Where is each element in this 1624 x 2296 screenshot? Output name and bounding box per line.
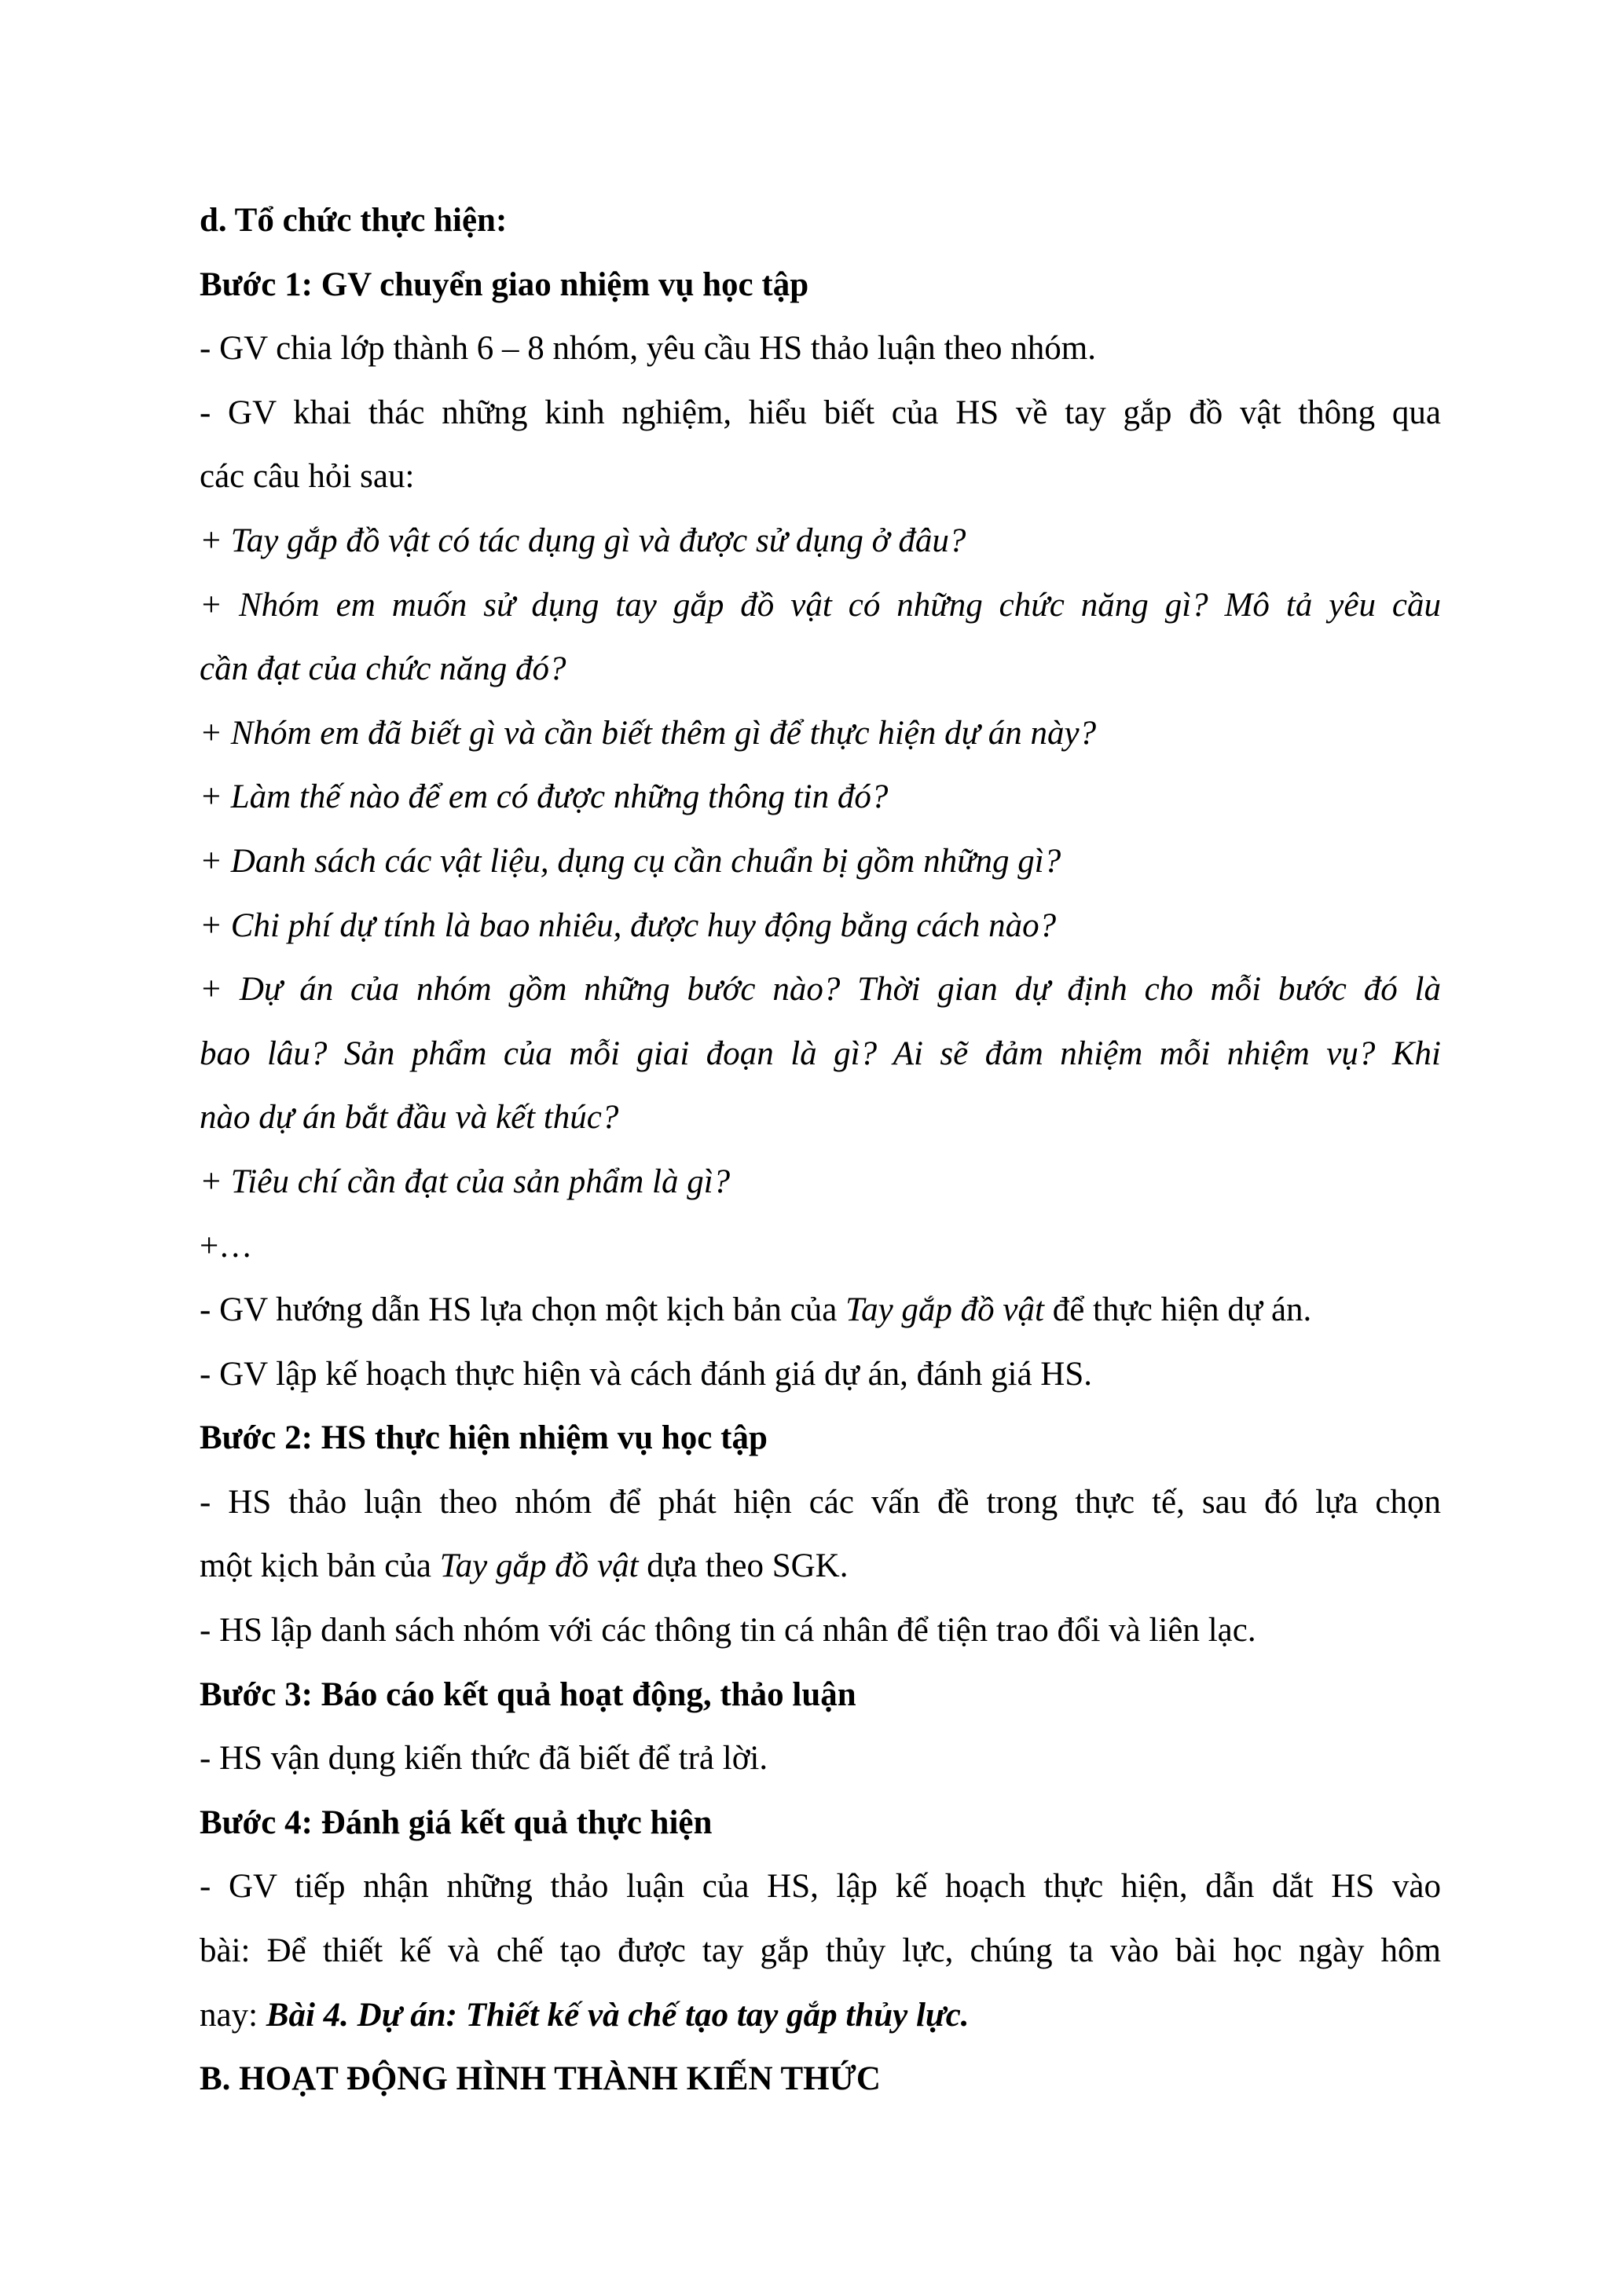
text-run: B. HOẠT ĐỘNG HÌNH THÀNH KIẾN THỨC	[200, 2060, 881, 2098]
question	[200, 1150, 1441, 1214]
text-line	[200, 2047, 1441, 2111]
question	[200, 829, 1441, 894]
step-heading	[200, 1663, 1441, 1727]
text-run: Bước 3: Báo cáo kết quả hoạt động, thảo luận	[200, 1675, 856, 1713]
question	[200, 958, 1441, 1150]
text-line	[200, 829, 1441, 894]
text-run: dựa theo SGK.	[638, 1547, 849, 1585]
step-heading	[200, 1406, 1441, 1470]
text-run: + Làm thế nào để em có được những thông tin đó?	[200, 778, 889, 816]
text-line	[200, 1150, 1441, 1214]
text-run: - HS vận dụng kiến thức đã biết để trả lời.	[200, 1740, 768, 1778]
text-run: Bước 4: Đánh giá kết quả thực hiện	[200, 1803, 713, 1841]
text-line	[200, 1278, 1441, 1342]
text-run: cần đạt của chức năng đó?	[200, 650, 566, 688]
text-run: - GV khai thác những kinh nghiệm, hiểu biết của HS về tay gắp đồ vật thông qua	[200, 394, 1441, 431]
text-line	[200, 509, 1441, 573]
text-run: + Chi phí dự tính là bao nhiêu, được huy động bằng cách nào?	[200, 906, 1057, 944]
text-run: + Nhóm em muốn sử dụng tay gắp đồ vật có những chức năng gì? Mô tả yêu cầu	[200, 586, 1441, 624]
text-line	[200, 1791, 1441, 1855]
step-heading	[200, 253, 1441, 317]
text-line	[200, 1663, 1441, 1727]
paragraph	[200, 1214, 1441, 1279]
paragraph	[200, 381, 1441, 509]
text-run: Tay gắp đồ vật	[439, 1547, 639, 1585]
text-run: - HS thảo luận theo nhóm để phát hiện các vấn đề trong thực tế, sau đó lựa chọn	[200, 1483, 1441, 1521]
text-line	[200, 1342, 1441, 1407]
text-line	[200, 637, 1441, 701]
text-run: nào dự án bắt đầu và kết thúc?	[200, 1099, 619, 1137]
text-line	[200, 445, 1441, 509]
text-run: +…	[200, 1227, 253, 1265]
text-line	[200, 958, 1441, 1022]
paragraph	[200, 1342, 1441, 1407]
text-run: - GV chia lớp thành 6 – 8 nhóm, yêu cầu HS thảo luận theo nhóm.	[200, 330, 1096, 368]
question	[200, 573, 1441, 701]
text-run: - GV lập kế hoạch thực hiện và cách đánh giá dự án, đánh giá HS.	[200, 1355, 1092, 1393]
text-run: + Danh sách các vật liệu, dụng cụ cần chuẩn bị gồm những gì?	[200, 842, 1061, 880]
text-run: - GV tiếp nhận những thảo luận của HS, lập kế hoạch thực hiện, dẫn dắt HS vào	[200, 1868, 1441, 1906]
text-run: để thực hiện dự án.	[1043, 1291, 1312, 1329]
section-heading	[200, 189, 1441, 253]
text-line	[200, 1727, 1441, 1791]
question	[200, 509, 1441, 573]
text-line	[200, 189, 1441, 253]
text-run: Tay gắp đồ vật	[845, 1291, 1044, 1329]
text-run: các câu hỏi sau:	[200, 458, 415, 496]
text-run: Bài 4. Dự án: Thiết kế và chế tạo tay gắp thủy lực.	[266, 1996, 970, 2034]
text-line	[200, 253, 1441, 317]
text-run: + Dự án của nhóm gồm những bước nào? Thời gian dự định cho mỗi bước đó là	[200, 971, 1441, 1009]
text-line	[200, 1214, 1441, 1279]
text-run: bài: Để thiết kế và chế tạo được tay gắp thủy lực, chúng ta vào bài học ngày hôm	[200, 1932, 1441, 1970]
text-line	[200, 1470, 1441, 1535]
text-line	[200, 1534, 1441, 1598]
paragraph	[200, 1855, 1441, 2047]
text-line	[200, 1598, 1441, 1663]
text-run: Bước 2: HS thực hiện nhiệm vụ học tập	[200, 1419, 768, 1457]
text-run: một kịch bản của	[200, 1547, 440, 1585]
paragraph	[200, 1598, 1441, 1663]
text-run: Bước 1: GV chuyển giao nhiệm vụ học tập	[200, 265, 809, 303]
text-line	[200, 573, 1441, 638]
text-line	[200, 381, 1441, 445]
text-run: d. Tổ chức thực hiện:	[200, 202, 508, 239]
text-line	[200, 765, 1441, 829]
text-run: - HS lập danh sách nhóm với các thông tin cá nhân để tiện trao đổi và liên lạc.	[200, 1612, 1256, 1650]
step-heading	[200, 1791, 1441, 1855]
text-run: + Tay gắp đồ vật có tác dụng gì và được sử dụng ở đâu?	[200, 522, 966, 559]
section-heading	[200, 2047, 1441, 2111]
text-run: nay:	[200, 1996, 266, 2034]
document-body	[200, 189, 1441, 2111]
text-line	[200, 1022, 1441, 1086]
text-line	[200, 701, 1441, 766]
text-run: bao lâu? Sản phẩm của mỗi giai đoạn là gì? Ai sẽ đảm nhiệm mỗi nhiệm vụ? Khi	[200, 1034, 1441, 1072]
text-line	[200, 1406, 1441, 1470]
question	[200, 701, 1441, 766]
paragraph	[200, 1470, 1441, 1598]
paragraph	[200, 1278, 1441, 1342]
text-line	[200, 1919, 1441, 1983]
text-line	[200, 317, 1441, 381]
question	[200, 894, 1441, 958]
question	[200, 765, 1441, 829]
text-line	[200, 1086, 1441, 1150]
text-run: - GV hướng dẫn HS lựa chọn một kịch bản của	[200, 1291, 846, 1329]
paragraph	[200, 1727, 1441, 1791]
paragraph	[200, 317, 1441, 381]
text-run: + Nhóm em đã biết gì và cần biết thêm gì để thực hiện dự án này?	[200, 714, 1097, 752]
text-run: + Tiêu chí cần đạt của sản phẩm là gì?	[200, 1163, 731, 1200]
text-line	[200, 894, 1441, 958]
text-line	[200, 1983, 1441, 2048]
text-line	[200, 1855, 1441, 1919]
